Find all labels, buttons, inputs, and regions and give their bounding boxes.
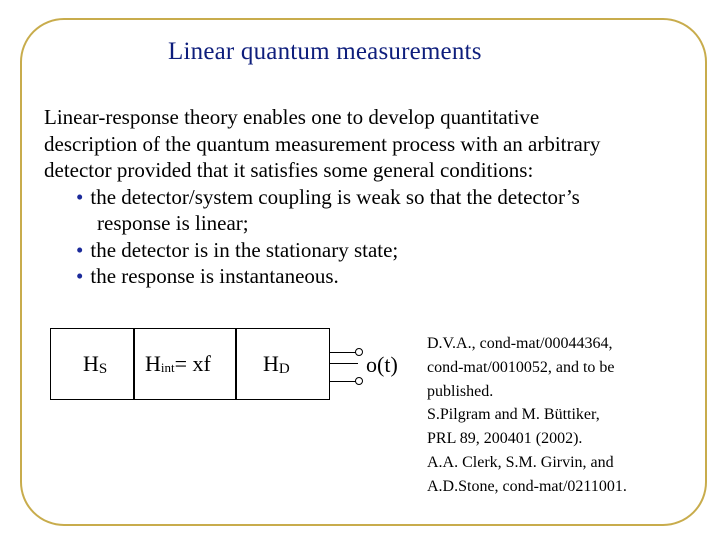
bullet-icon: • [76, 264, 84, 288]
output-wire-top [330, 352, 356, 353]
output-terminal-top [355, 348, 363, 356]
reference-line-7: A.D.Stone, cond-mat/0211001. [427, 477, 627, 495]
paragraph-line-3: detector provided that it satisfies some general conditions: [44, 158, 534, 182]
interaction-hamiltonian-label: $H_{int}=$ xf [145, 351, 211, 376]
bullet-item-3 [44, 263, 600, 290]
output-terminal-bottom [355, 377, 363, 385]
bullet-item-2 [44, 237, 600, 264]
paragraph-line-1: Linear-response theory enables one to develop quantitative [44, 105, 540, 129]
references [427, 332, 627, 499]
reference-line-4: S.Pilgram and M. Büttiker, [427, 406, 600, 424]
bullet-icon: • [76, 184, 84, 209]
bullet-icon: • [76, 237, 84, 262]
paragraph-line-2: description of the quantum measurement process with an arbitrary [44, 131, 601, 156]
output-signal-label: o(t) [366, 352, 398, 377]
bullet-item-1-text: the detector/system coupling is weak so that the detector’s [90, 184, 580, 209]
detector-hamiltonian-label: $H_D$ [263, 351, 290, 377]
body-text [44, 104, 600, 290]
bullet-item-3-text: the response is instantaneous. [90, 264, 339, 288]
bullet-item-1 [44, 184, 600, 211]
bullet-item-1-continuation: response is linear; [97, 211, 249, 235]
slide-title: Linear quantum measurements [168, 38, 482, 65]
detector-hamiltonian-box [236, 328, 330, 400]
reference-line-3: published. [427, 382, 494, 400]
reference-line-6: A.A. Clerk, S.M. Girvin, and [427, 453, 614, 471]
reference-line-5: PRL 89, 200401 (2002). [427, 430, 583, 448]
bullet-item-2-text: the detector is in the stationary state; [90, 237, 399, 262]
output-wire-bottom [330, 381, 356, 382]
system-hamiltonian-label: $H_S$ [83, 351, 108, 377]
reference-line-1: D.V.A., cond-mat/00044364, [427, 335, 613, 352]
reference-line-2: cond-mat/0010052, and to be [427, 358, 615, 376]
interaction-hamiltonian-box [134, 328, 236, 400]
system-hamiltonian-box [50, 328, 134, 400]
